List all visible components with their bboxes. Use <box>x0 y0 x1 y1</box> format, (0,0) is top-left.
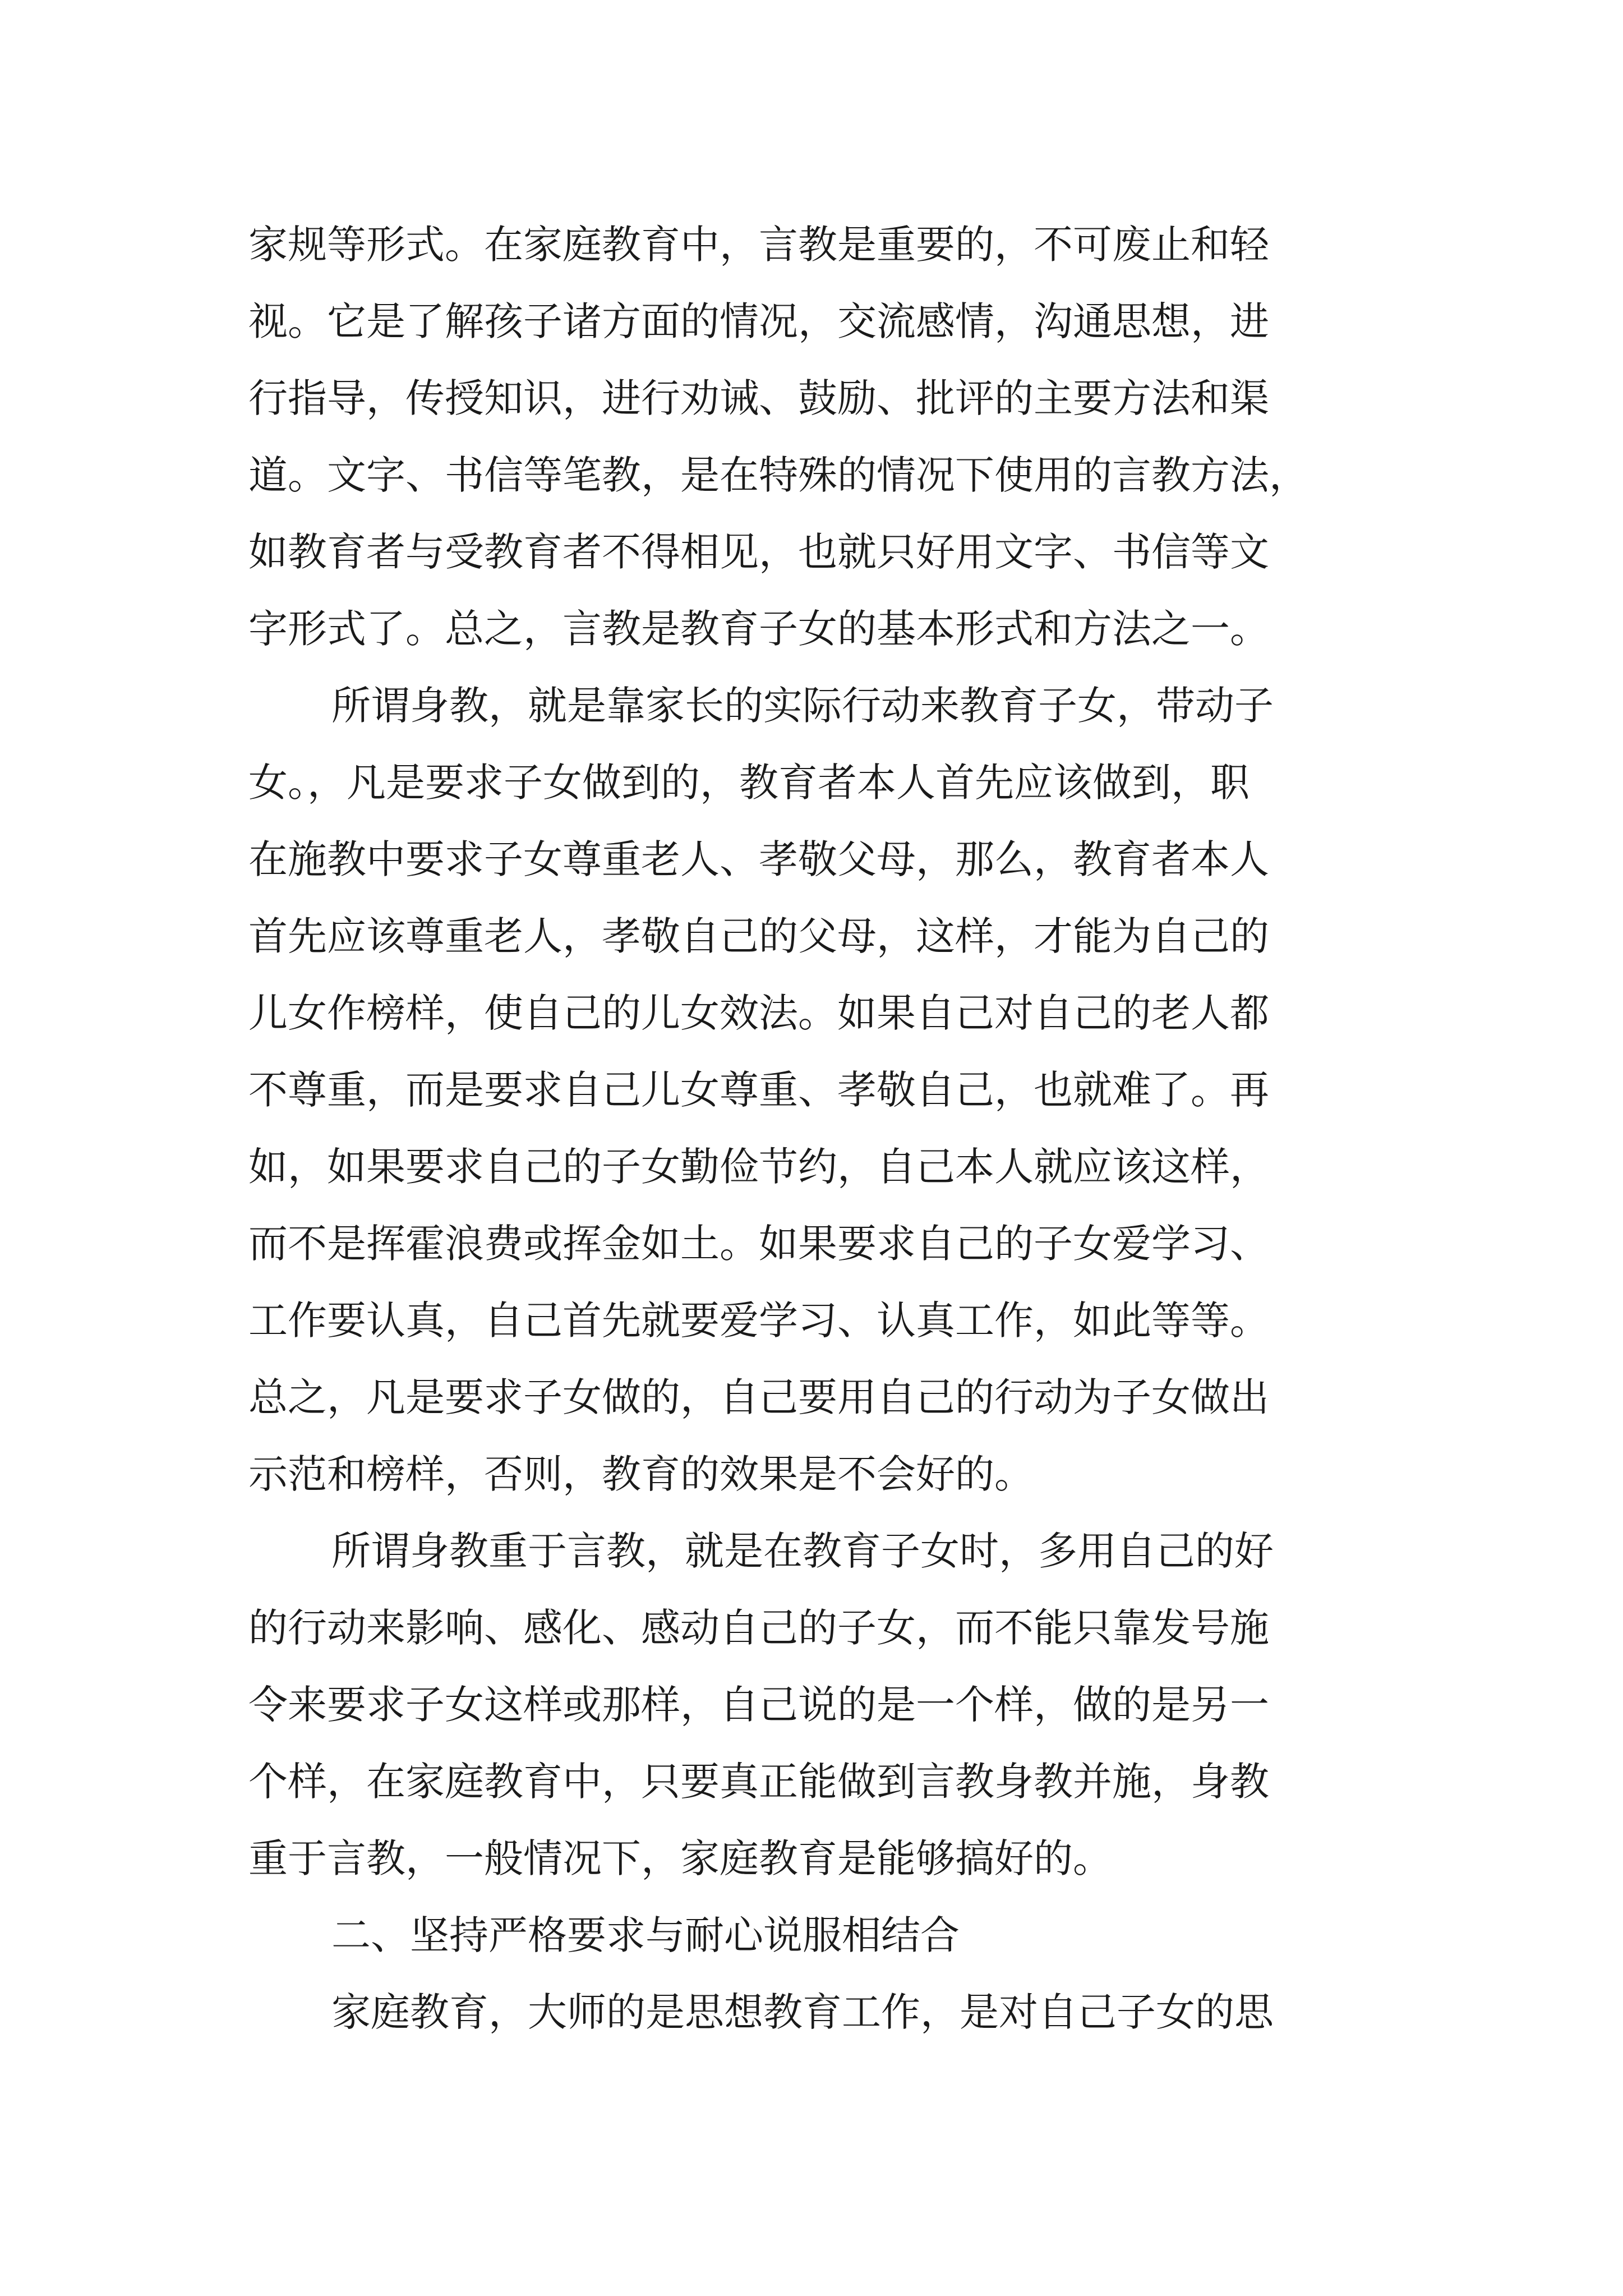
body-text <box>248 206 1397 2051</box>
text-line: 道。文字、书信等笔教，是在特殊的情况下使用的言教方法， <box>248 452 1308 498</box>
text-line: 总之，凡是要求子女做的，自己要用自己的行动为子女做出 <box>248 1374 1269 1420</box>
section-heading: 二、坚持严格要求与耐心说服相结合 <box>331 1912 960 1958</box>
text-line: 在施教中要求子女尊重老人、孝敬父母，那么，教育者本人 <box>248 836 1269 882</box>
paragraph-first-line: 家庭教育，大师的是思想教育工作，是对自己子女的思 <box>331 1989 1274 2035</box>
text-line: 女。，凡是要求子女做到的，教育者本人首先应该做到，职 <box>248 760 1249 806</box>
text-line: 个样，在家庭教育中，只要真正能做到言教身教并施，身教 <box>248 1759 1269 1805</box>
text-line: 视。它是了解孩子诸方面的情况，交流感情，沟通思想，进 <box>248 298 1269 344</box>
text-line: 家规等形式。在家庭教育中，言教是重要的，不可废止和轻 <box>248 222 1269 268</box>
text-line: 重于言教，一般情况下，家庭教育是能够搞好的。 <box>248 1835 1112 1881</box>
text-line: 行指导，传授知识，进行劝诫、鼓励、批评的主要方法和渠 <box>248 375 1269 421</box>
text-line: 如，如果要求自己的子女勤俭节约，自己本人就应该这样， <box>248 1144 1269 1190</box>
text-line: 示范和榜样，否则，教育的效果是不会好的。 <box>248 1451 1034 1497</box>
text-line: 如教育者与受教育者不得相见，也就只好用文字、书信等文 <box>248 529 1269 575</box>
text-line: 工作要认真，自己首先就要爱学习、认真工作，如此等等。 <box>248 1297 1269 1343</box>
text-line: 儿女作榜样，使自己的儿女效法。如果自己对自己的老人都 <box>248 990 1269 1036</box>
paragraph-first-line: 所谓身教，就是靠家长的实际行动来教育子女，带动子 <box>331 683 1274 729</box>
text-line: 的行动来影响、感化、感动自己的子女，而不能只靠发号施 <box>248 1605 1269 1651</box>
text-line: 首先应该尊重老人，孝敬自己的父母，这样，才能为自己的 <box>248 913 1269 959</box>
text-line: 而不是挥霍浪费或挥金如土。如果要求自己的子女爱学习、 <box>248 1221 1269 1267</box>
text-line: 不尊重，而是要求自己儿女尊重、孝敬自己，也就难了。再 <box>248 1067 1269 1113</box>
paragraph-first-line: 所谓身教重于言教，就是在教育子女时，多用自己的好 <box>331 1528 1274 1574</box>
text-line: 令来要求子女这样或那样，自己说的是一个样，做的是另一 <box>248 1682 1269 1728</box>
text-line: 字形式了。总之，言教是教育子女的基本形式和方法之一。 <box>248 606 1269 652</box>
